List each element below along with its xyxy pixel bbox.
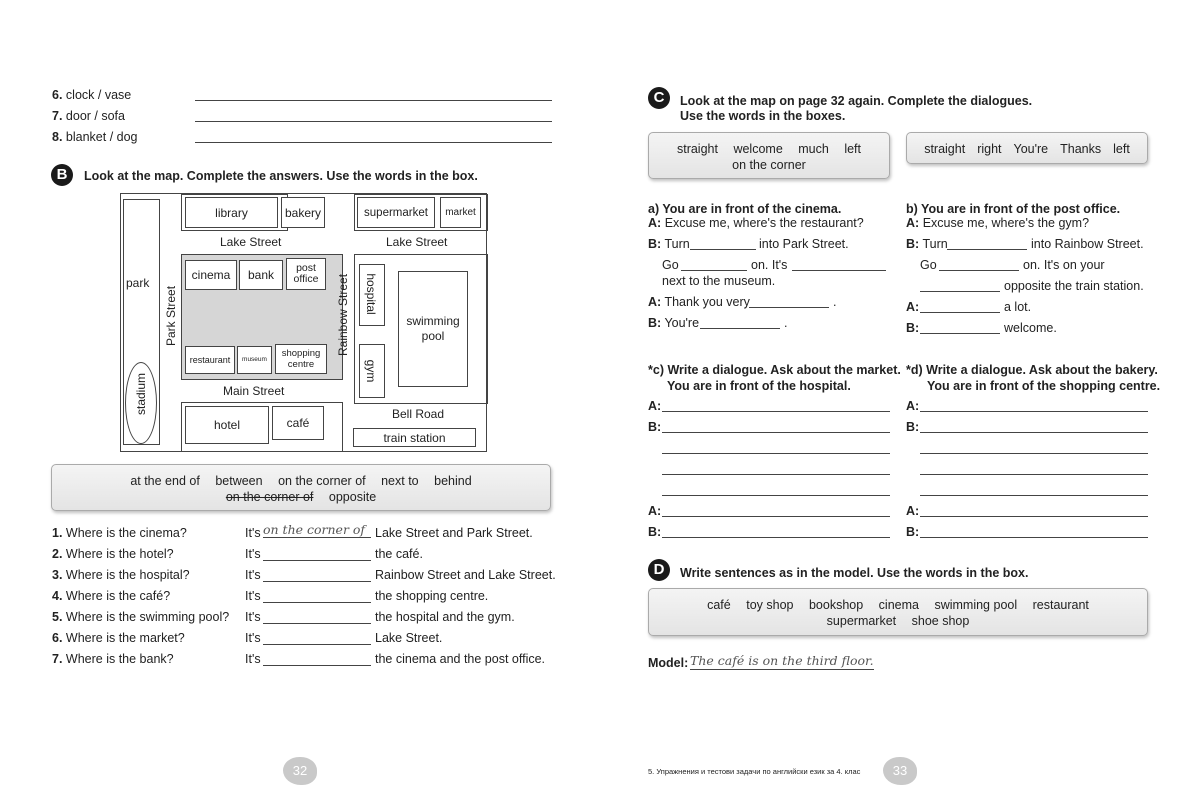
question-number: 1. xyxy=(52,526,63,540)
word-option: straight xyxy=(676,142,718,156)
dialogue-c-title: *c) Write a dialogue. Ask about the market. xyxy=(648,363,901,377)
question-item xyxy=(52,589,170,603)
pair-item xyxy=(52,130,138,144)
word-option: toy shop xyxy=(746,598,794,612)
word-option: right xyxy=(977,142,1002,156)
question-item xyxy=(52,568,190,582)
map-label-park: park xyxy=(126,276,150,290)
write-line[interactable] xyxy=(662,453,890,454)
dialogue-a-title: a) You are in front of the cinema. xyxy=(648,202,842,216)
item-text: door / sofa xyxy=(65,109,125,123)
write-line[interactable] xyxy=(662,537,890,538)
blank-line[interactable] xyxy=(749,307,829,308)
map-cinema: cinema xyxy=(185,260,237,290)
dialogue-text: on. It's on your xyxy=(1023,258,1105,272)
map-label-rainbow-street: Rainbow Street xyxy=(336,273,350,356)
dialogue-d-subtitle: You are in front of the shopping centre. xyxy=(927,379,1161,393)
write-line[interactable] xyxy=(920,411,1148,412)
answer-suffix: Lake Street and Park Street. xyxy=(375,526,533,540)
map-shopping-centre: shopping centre xyxy=(275,344,327,374)
word-option: next to xyxy=(381,474,419,488)
answer-line[interactable] xyxy=(195,142,552,143)
town-map xyxy=(120,193,487,452)
item-number: 8. xyxy=(52,130,63,144)
speaker-a: A: xyxy=(648,295,662,309)
dialogue-text: a lot. xyxy=(1004,300,1032,314)
map-label-lake-street-2: Lake Street xyxy=(386,235,448,249)
map-gym: gym xyxy=(364,359,378,383)
question-text: Where is the cinema? xyxy=(65,526,187,540)
word-option: cinema xyxy=(878,598,919,612)
map-label-main-street: Main Street xyxy=(223,384,285,398)
answer-suffix: Lake Street. xyxy=(375,631,443,645)
write-line[interactable] xyxy=(662,495,890,496)
section-d-instruction: Write sentences as in the model. Use the words in the box. xyxy=(680,566,1029,580)
blank-line[interactable] xyxy=(947,249,1027,250)
word-option: restaurant xyxy=(1032,598,1089,612)
section-c-badge: C xyxy=(648,87,670,109)
answer-prefix: It's xyxy=(245,568,261,582)
answer-suffix: the cinema and the post office. xyxy=(375,652,546,666)
question-item xyxy=(52,547,174,561)
word-option: Thanks xyxy=(1060,142,1102,156)
speaker-a: A: xyxy=(648,216,662,230)
word-option: shoe shop xyxy=(911,614,970,628)
dialogue-text: Excuse me, where's the gym? xyxy=(922,216,1090,230)
dialogue-text: Turn xyxy=(664,237,690,251)
question-text: Where is the market? xyxy=(65,631,185,645)
write-line[interactable] xyxy=(662,474,890,475)
dialogue-text: next to the museum. xyxy=(662,274,776,288)
map-swimming-pool: swimming pool xyxy=(398,271,468,387)
answer-line[interactable] xyxy=(263,560,371,561)
map-market: market xyxy=(440,197,481,228)
word-option: bookshop xyxy=(808,598,864,612)
blank-line[interactable] xyxy=(700,328,780,329)
blank-line[interactable] xyxy=(792,270,886,271)
write-line[interactable] xyxy=(920,474,1148,475)
write-line[interactable] xyxy=(920,516,1148,517)
dialogue-text: into Park Street. xyxy=(759,237,849,251)
write-line[interactable] xyxy=(920,453,1148,454)
dialogue-text: Go xyxy=(920,258,937,272)
question-number: 6. xyxy=(52,631,63,645)
answer-prefix: It's xyxy=(245,526,261,540)
speaker-label: B: xyxy=(906,420,920,434)
pair-item xyxy=(52,88,131,102)
blank-line[interactable] xyxy=(939,270,1019,271)
map-hotel: hotel xyxy=(185,406,269,444)
write-line[interactable] xyxy=(662,516,890,517)
answer-prefix: It's xyxy=(245,589,261,603)
question-text: Where is the hospital? xyxy=(65,568,190,582)
question-text: Where is the café? xyxy=(65,589,171,603)
map-hospital: hospital xyxy=(364,273,378,315)
dialogue-c-subtitle: You are in front of the hospital. xyxy=(667,379,851,393)
item-number: 7. xyxy=(52,109,63,123)
answer-suffix: the shopping centre. xyxy=(375,589,489,603)
map-cafe: café xyxy=(272,406,324,440)
answer-line[interactable] xyxy=(195,121,552,122)
dialogue-text: welcome. xyxy=(1004,321,1057,335)
question-item xyxy=(52,631,185,645)
word-option: on the corner xyxy=(732,158,806,172)
word-option: behind xyxy=(434,474,472,488)
answer-suffix: the café. xyxy=(375,547,423,561)
pair-item xyxy=(52,109,125,123)
speaker-a: A: xyxy=(906,216,920,230)
word-option: much xyxy=(798,142,829,156)
word-option: straight xyxy=(924,142,966,156)
map-train-station: train station xyxy=(353,428,476,447)
speaker-a: A: xyxy=(906,300,920,314)
blank-line[interactable] xyxy=(690,249,756,250)
item-text: clock / vase xyxy=(65,88,132,102)
map-bakery: bakery xyxy=(281,197,325,228)
map-label-stadium: stadium xyxy=(134,372,148,416)
map-label-park-street: Park Street xyxy=(164,285,178,346)
answer-prefix: It's xyxy=(245,610,261,624)
answer-line[interactable] xyxy=(263,581,371,582)
dialogue-b-title: b) You are in front of the post office. xyxy=(906,202,1121,216)
map-label-lake-street-1: Lake Street xyxy=(220,235,282,249)
blank-line[interactable] xyxy=(681,270,747,271)
model-label: Model: xyxy=(648,656,689,670)
dialogue-text: Excuse me, where's the restaurant? xyxy=(664,216,864,230)
word-option-used: on the corner of xyxy=(225,490,314,504)
speaker-b: B: xyxy=(906,237,920,251)
question-number: 2. xyxy=(52,547,63,561)
section-c-instruction-1: Look at the map on page 32 again. Complete the dialogues. xyxy=(680,94,1033,108)
word-option: at the end of xyxy=(130,474,200,488)
footer-text: 5. Упражнения и тестови задачи по английски език за 4. клас xyxy=(648,767,861,776)
word-box-c2 xyxy=(906,132,1148,164)
speaker-label: A: xyxy=(648,399,662,413)
blank-line[interactable] xyxy=(920,291,1000,292)
dialogue-text: into Rainbow Street. xyxy=(1031,237,1144,251)
speaker-label: B: xyxy=(906,525,920,539)
map-library: library xyxy=(185,197,278,228)
answer-prefix: It's xyxy=(245,547,261,561)
word-option: welcome xyxy=(733,142,783,156)
word-option: on the corner of xyxy=(278,474,366,488)
word-option: between xyxy=(215,474,263,488)
answer-prefix: It's xyxy=(245,631,261,645)
dialogue-text: Go xyxy=(662,258,679,272)
blank-line[interactable] xyxy=(920,312,1000,313)
item-text: blanket / dog xyxy=(65,130,138,144)
section-c-instruction-2: Use the words in the boxes. xyxy=(680,109,846,123)
word-option: swimming pool xyxy=(934,598,1018,612)
speaker-label: A: xyxy=(906,399,920,413)
dialogue-text: Turn xyxy=(922,237,948,251)
page-number-left: 32 xyxy=(283,757,317,785)
map-museum: museum xyxy=(237,346,272,374)
write-line[interactable] xyxy=(662,432,890,433)
dialogue-d-title: *d) Write a dialogue. Ask about the bakery. xyxy=(906,363,1158,377)
dialogue-text: . xyxy=(833,295,837,309)
answer-line[interactable] xyxy=(263,665,371,666)
blank-line[interactable] xyxy=(920,333,1000,334)
word-option: You're xyxy=(1013,142,1049,156)
write-line[interactable] xyxy=(920,495,1148,496)
answer-line[interactable] xyxy=(263,644,371,645)
dialogue-text: Thank you very xyxy=(664,295,750,309)
map-supermarket: supermarket xyxy=(357,197,435,228)
write-line[interactable] xyxy=(920,432,1148,433)
question-number: 5. xyxy=(52,610,63,624)
section-d-badge: D xyxy=(648,559,670,581)
write-line[interactable] xyxy=(662,411,890,412)
answer-prefix: It's xyxy=(245,652,261,666)
question-number: 7. xyxy=(52,652,63,666)
write-line[interactable] xyxy=(920,537,1148,538)
answer-suffix: the hospital and the gym. xyxy=(375,610,515,624)
speaker-label: B: xyxy=(648,420,662,434)
question-item xyxy=(52,610,229,624)
speaker-label: A: xyxy=(906,504,920,518)
question-text: Where is the hotel? xyxy=(65,547,174,561)
question-number: 3. xyxy=(52,568,63,582)
question-item xyxy=(52,526,187,540)
item-number: 6. xyxy=(52,88,63,102)
word-box-b xyxy=(51,464,551,511)
dialogue-text: You're xyxy=(664,316,700,330)
speaker-label: B: xyxy=(648,525,662,539)
word-option: café xyxy=(707,598,731,612)
section-b-badge: B xyxy=(51,164,73,186)
map-label-bell-road: Bell Road xyxy=(392,407,445,421)
question-item xyxy=(52,652,174,666)
word-option: left xyxy=(1113,142,1130,156)
answer-line[interactable] xyxy=(263,602,371,603)
speaker-label: A: xyxy=(648,504,662,518)
map-post-office: post office xyxy=(286,258,326,290)
word-option: opposite xyxy=(328,490,377,504)
word-box-c1 xyxy=(648,132,890,179)
dialogue-text: . xyxy=(784,316,788,330)
map-bank: bank xyxy=(239,260,283,290)
answer-filled[interactable]: on the corner of xyxy=(263,522,371,538)
word-box-d xyxy=(648,588,1148,636)
word-option: supermarket xyxy=(826,614,897,628)
answer-line[interactable] xyxy=(195,100,552,101)
speaker-b: B: xyxy=(648,237,662,251)
dialogue-text: on. It's xyxy=(751,258,788,272)
speaker-b: B: xyxy=(648,316,662,330)
word-option: left xyxy=(844,142,862,156)
question-number: 4. xyxy=(52,589,63,603)
question-text: Where is the swimming pool? xyxy=(65,610,230,624)
dialogue-text: opposite the train station. xyxy=(1004,279,1144,293)
question-text: Where is the bank? xyxy=(65,652,174,666)
section-b-instruction: Look at the map. Complete the answers. Use the words in the box. xyxy=(84,169,478,183)
speaker-b: B: xyxy=(906,321,920,335)
answer-line[interactable] xyxy=(263,623,371,624)
model-sentence: The café is on the third floor. xyxy=(690,653,874,668)
map-restaurant: restaurant xyxy=(185,346,235,374)
answer-suffix: Rainbow Street and Lake Street. xyxy=(375,568,556,582)
page-number-right: 33 xyxy=(883,757,917,785)
